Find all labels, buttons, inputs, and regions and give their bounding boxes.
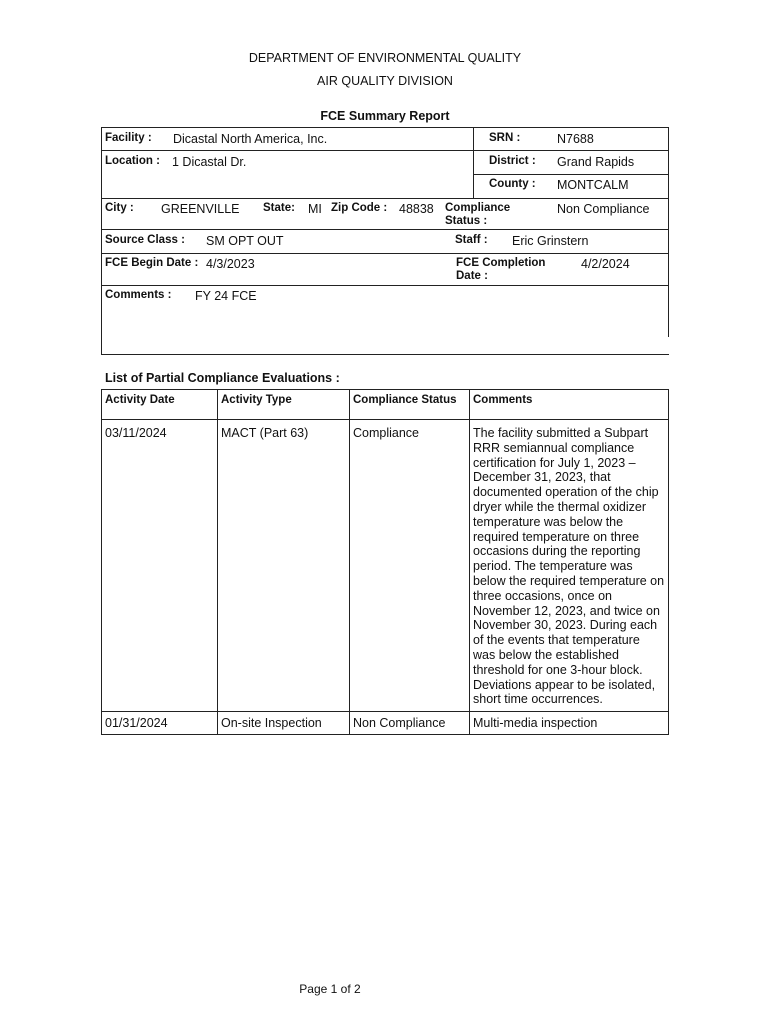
comments-label: Comments : [105, 289, 172, 301]
col-header-comments: Comments [470, 390, 669, 420]
table-row [102, 712, 669, 735]
staff-value: Eric Grinstern [512, 234, 589, 248]
zip-label: Zip Code : [331, 202, 388, 214]
comments-cell: The facility submitted a Subpart RRR semiannual compliance certification for July 1, 2023 – December 31, 2023, that documented operation of the chip dryer while the thermal oxidizer temperature was below the required temperature on three occasions during the reporting period. The temperature was below the required temperature on three occasions, once on November 12, 2023, and twice on November 30, 2023. During each of the events that temperature was below the established threshold for one 3-hour block. Deviations appear to be isolated, short time occurrences. [470, 420, 669, 712]
comments-cell: Multi-media inspection [470, 712, 669, 735]
source-class-value: SM OPT OUT [206, 234, 284, 248]
fce-completion-value: 4/2/2024 [581, 257, 630, 271]
fce-begin-date-label: FCE Begin Date : [105, 257, 199, 269]
pce-header-row [102, 390, 669, 420]
pce-list-title: List of Partial Compliance Evaluations : [105, 371, 340, 385]
col-header-activity-type: Activity Type [218, 390, 350, 420]
city-label: City : [105, 202, 134, 214]
fce-begin-date-value: 4/3/2023 [206, 257, 255, 271]
table-row [102, 420, 669, 712]
pce-table [101, 389, 669, 735]
page-number: Page 1 of 2 [299, 982, 361, 996]
compliance-status-label: Compliance [445, 202, 511, 214]
srn-value: N7688 [557, 132, 594, 146]
fce-completion-label-2: Date : [456, 270, 488, 282]
zip-value: 48838 [399, 202, 434, 216]
facility-value: Dicastal North America, Inc. [173, 132, 328, 146]
activity-type-cell: On-site Inspection [218, 712, 350, 735]
fce-completion-label: FCE Completion [456, 257, 546, 269]
city-value: GREENVILLE [161, 202, 240, 216]
staff-label: Staff : [455, 234, 488, 246]
facility-label: Facility : [105, 132, 152, 144]
department-heading: DEPARTMENT OF ENVIRONMENTAL QUALITY [248, 51, 522, 65]
srn-label: SRN : [489, 132, 521, 144]
col-header-activity-date: Activity Date [102, 390, 218, 420]
compliance-status-cell: Compliance [350, 420, 470, 712]
col-header-compliance-status: Compliance Status [350, 390, 470, 420]
compliance-status-value: Non Compliance [557, 202, 650, 216]
location-label: Location : [105, 155, 160, 167]
compliance-status-cell: Non Compliance [350, 712, 470, 735]
comments-value: FY 24 FCE [195, 289, 257, 303]
district-value: Grand Rapids [557, 155, 635, 169]
location-value: 1 Dicastal Dr. [172, 155, 247, 169]
activity-date-cell: 03/11/2024 [102, 420, 218, 712]
division-heading: AIR QUALITY DIVISION [317, 74, 453, 88]
source-class-label: Source Class : [105, 234, 185, 246]
county-value: MONTCALM [557, 178, 629, 192]
activity-date-cell: 01/31/2024 [102, 712, 218, 735]
report-title: FCE Summary Report [320, 109, 450, 123]
district-label: District : [489, 155, 536, 167]
county-label: County : [489, 178, 536, 190]
activity-type-cell: MACT (Part 63) [218, 420, 350, 712]
compliance-status-label-2: Status : [445, 215, 488, 227]
state-value: MI [308, 202, 322, 216]
state-label: State: [263, 202, 295, 214]
